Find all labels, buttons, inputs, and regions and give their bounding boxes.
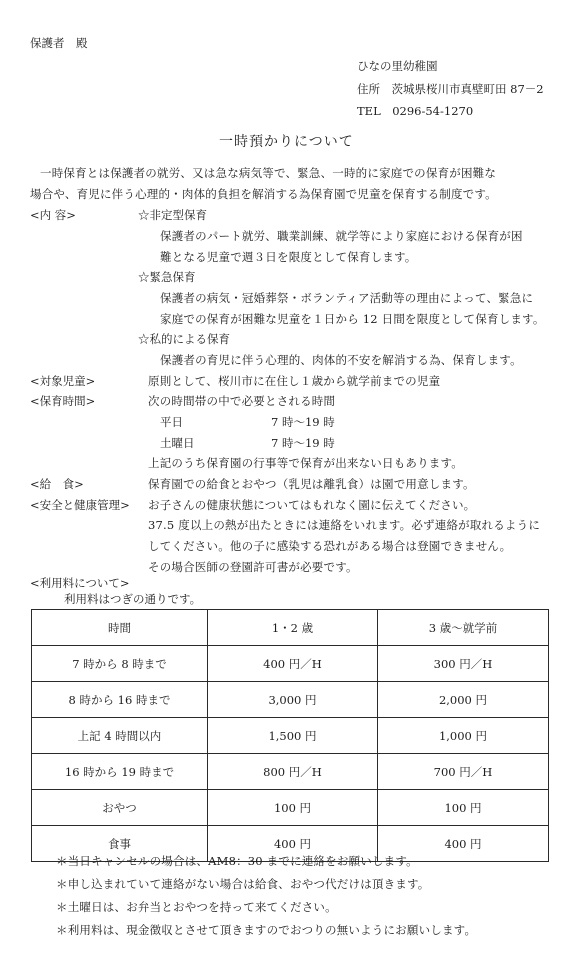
fee-cell-price: 300 円／H xyxy=(378,646,549,682)
note-line: ＊土曜日は、お弁当とおやつを持って来てください。 xyxy=(56,900,337,914)
intro-line-2: 場合や、育児に伴う心理的・肉体的負担を解消する為保育園で児童を保育する制度です。 xyxy=(30,187,497,201)
content-heading-hiteikei: ☆非定型保育 xyxy=(138,208,207,222)
fee-cell-price: 800 円／H xyxy=(208,754,378,790)
table-row xyxy=(32,754,549,790)
fee-cell-price: 400 円 xyxy=(378,826,549,862)
fee-table-header xyxy=(32,610,549,646)
fee-header-age-1-2: 1・2 歳 xyxy=(208,610,378,646)
section-label-hours: <保育時間> xyxy=(30,394,96,408)
section-label-content: <内 容> xyxy=(30,208,76,222)
table-row xyxy=(32,682,549,718)
hours-day: 土曜日 xyxy=(160,436,195,450)
section-label-fee: <利用料について> xyxy=(30,576,130,590)
section-label-target: <対象児童> xyxy=(30,374,96,388)
safety-text: してください。他の子に感染する恐れがある場合は登園できません。 xyxy=(148,539,512,553)
section-label-safety: <安全と健康管理> xyxy=(30,498,130,512)
fee-cell-price: 700 円／H xyxy=(378,754,549,790)
fee-intro: 利用料はつぎの通りです。 xyxy=(64,592,202,606)
fee-cell-price: 400 円 xyxy=(208,826,378,862)
fee-cell-price: 1,000 円 xyxy=(378,718,549,754)
addressee: 保護者 殿 xyxy=(30,36,88,50)
content-text: 難となる児童で週３日を限度として保育します。 xyxy=(160,250,417,264)
fee-header-time: 時間 xyxy=(32,610,208,646)
content-text: 保護者のパート就労、職業訓練、就学等により家庭における保育が困 xyxy=(160,229,523,243)
table-row xyxy=(32,718,549,754)
content-text: 保護者の病気・冠婚葬祭・ボランティア活動等の理由によって、緊急に xyxy=(160,291,534,305)
meals-text: 保育園での給食とおやつ（乳児は離乳食）は園で用意します。 xyxy=(148,477,475,491)
note-line: ＊申し込まれていて連絡がない場合は給食、おやつ代だけは頂きます。 xyxy=(56,877,430,891)
safety-text: 37.5 度以上の熱が出たときには連絡をいれます。必ず連絡が取れるように xyxy=(148,518,541,532)
fee-table xyxy=(31,609,549,862)
fee-cell-time: 上記 4 時間以内 xyxy=(32,718,208,754)
section-label-meals: <給 食> xyxy=(30,477,84,491)
safety-text: その場合医師の登園許可書が必要です。 xyxy=(148,560,358,574)
school-name: ひなの里幼稚園 xyxy=(357,59,438,73)
content-text: 保護者の育児に伴う心理的、肉体的不安を解消する為、保育します。 xyxy=(160,353,522,367)
hours-text: 次の時間帯の中で必要とされる時間 xyxy=(148,394,336,408)
hours-time: 7 時～19 時 xyxy=(271,415,335,429)
fee-cell-time: 7 時から 8 時まで xyxy=(32,646,208,682)
table-row xyxy=(32,790,549,826)
content-heading-kinkyu: ☆緊急保育 xyxy=(138,270,196,284)
fee-cell-time: 食事 xyxy=(32,826,208,862)
fee-cell-price: 2,000 円 xyxy=(378,682,549,718)
intro-line-1: 一時保育とは保護者の就労、又は急な病気等で、緊急、一時的に家庭での保育が困難な xyxy=(40,166,497,180)
target-text: 原則として、桜川市に在住し１歳から就学前までの児童 xyxy=(148,374,441,388)
safety-text: お子さんの健康状態についてはもれなく園に伝えてください。 xyxy=(148,498,476,512)
hours-time: 7 時～19 時 xyxy=(271,436,335,450)
fee-header-age-3-up: 3 歳～就学前 xyxy=(378,610,549,646)
content-heading-shiteki: ☆私的による保育 xyxy=(138,332,230,346)
fee-cell-price: 1,500 円 xyxy=(208,718,378,754)
fee-cell-time: 16 時から 19 時まで xyxy=(32,754,208,790)
fee-cell-price: 100 円 xyxy=(378,790,549,826)
page-title: 一時預かりについて xyxy=(219,134,354,150)
school-tel: TEL 0296-54-1270 xyxy=(357,104,474,118)
fee-cell-price: 400 円／H xyxy=(208,646,378,682)
fee-cell-time: おやつ xyxy=(32,790,208,826)
fee-cell-price: 100 円 xyxy=(208,790,378,826)
hours-note: 上記のうち保育園の行事等で保育が出来ない日もあります。 xyxy=(148,456,463,470)
note-line: ＊利用料は、現金徴収とさせて頂きますのでおつりの無いようにお願いします。 xyxy=(56,923,477,937)
table-row xyxy=(32,646,549,682)
note-line: ＊当日キャンセルの場合は、AM8：30 までに連絡をお願いします。 xyxy=(56,854,418,868)
school-address: 住所 茨城県桜川市真壁町田 87－2 xyxy=(357,82,544,96)
fee-cell-time: 8 時から 16 時まで xyxy=(32,682,208,718)
content-text: 家庭での保育が困難な児童を１日から 12 日間を限度として保育します。 xyxy=(160,312,545,326)
fee-cell-price: 3,000 円 xyxy=(208,682,378,718)
hours-day: 平日 xyxy=(160,415,183,429)
